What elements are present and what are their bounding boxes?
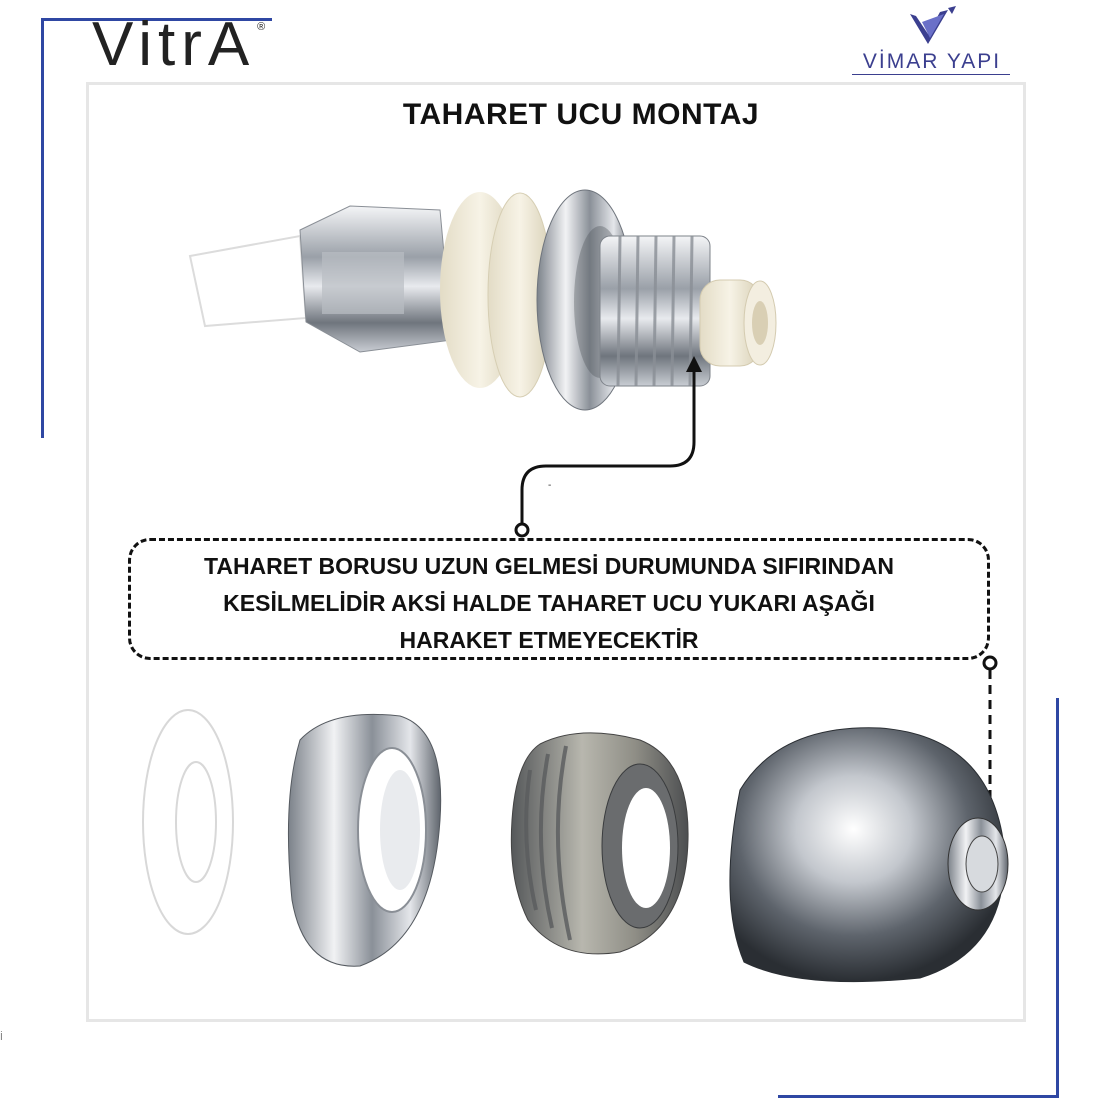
vitra-logo-text: VitrA	[92, 10, 256, 79]
note-line-3: HARAKET ETMEYECEKTİR	[399, 627, 699, 653]
corner-mark: İ	[0, 1032, 3, 1043]
vimar-underline	[852, 74, 1010, 75]
frame-bottom-right-horizontal	[778, 1095, 1059, 1098]
note-text	[128, 548, 970, 659]
small-dash: -	[548, 480, 552, 491]
frame-bottom-right-vertical	[1056, 698, 1059, 1098]
page-title: TAHARET UCU MONTAJ	[402, 98, 760, 131]
registered-mark: ®	[257, 21, 266, 33]
vimar-logo-text: VİMAR YAPI	[862, 50, 1002, 73]
vitra-logo	[92, 10, 266, 79]
frame-top-left-vertical	[41, 18, 44, 438]
note-line-2: KESİLMELİDİR AKSİ HALDE TAHARET UCU YUKARI AŞAĞI	[223, 590, 875, 616]
note-line-1: TAHARET BORUSU UZUN GELMESİ DURUMUNDA SIFIRINDAN	[204, 553, 894, 579]
